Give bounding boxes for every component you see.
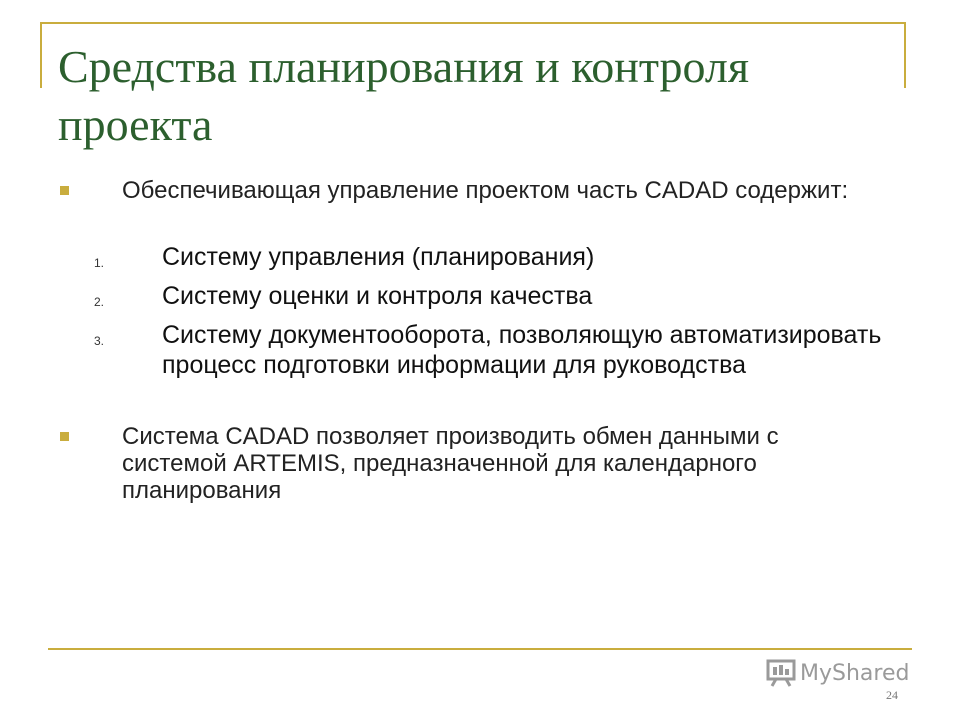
frame-line-left	[40, 22, 42, 88]
frame-line-right	[904, 22, 906, 88]
watermark-logo	[766, 658, 909, 688]
square-bullet-icon	[60, 432, 69, 441]
page-number: 24	[886, 688, 898, 702]
item-number: 1.	[94, 256, 105, 270]
presentation-board-icon	[766, 659, 796, 687]
bullet-text: Система CADAD позволяет производить обмен данными с системой ARTEMIS, предназначенной для календарного планирования	[122, 423, 779, 504]
item-text: Систему документооборота, позволяющую автоматизировать процесс подготовки информации для руководства	[162, 321, 882, 379]
bullet-text: Обеспечивающая управление проектом часть CADAD содержит:	[122, 177, 849, 204]
frame-line-top	[40, 22, 906, 24]
item-text: Систему оценки и контроля качества	[162, 282, 593, 310]
slide-title: Средства планирования и контроля проекта	[58, 41, 750, 150]
item-number: 2.	[94, 295, 105, 309]
watermark-text: MyShared	[800, 660, 910, 686]
item-text: Систему управления (планирования)	[162, 243, 595, 271]
frame-line-bottom	[48, 648, 912, 650]
square-bullet-icon	[60, 186, 69, 195]
item-number: 3.	[94, 334, 105, 348]
